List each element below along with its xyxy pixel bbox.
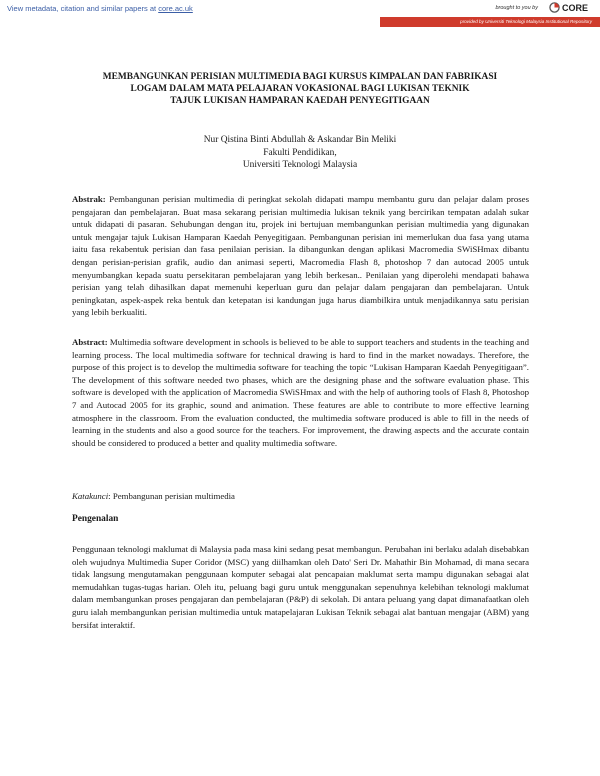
abstract-label: Abstract: (72, 337, 108, 347)
core-label: CORE (561, 2, 588, 13)
core-logo[interactable] (549, 2, 588, 13)
view-metadata-text (7, 4, 193, 13)
keywords-text: : Pembangunan perisian multimedia (108, 491, 235, 501)
keywords-line (72, 490, 529, 503)
author-university: Universiti Teknologi Malaysia (242, 160, 358, 170)
abstract-paragraph (72, 336, 529, 449)
core-banner (0, 0, 600, 28)
title-line: TAJUK LUKISAN HAMPARAN KAEDAH PENYEGITIGAAN (170, 96, 430, 106)
author-names: Nur Qistina Binti Abdullah & Askandar Bin Meliki (203, 135, 397, 145)
title-line: MEMBANGUNKAN PERISIAN MULTIMEDIA BAGI KURSUS KIMPALAN DAN FABRIKASI (102, 72, 498, 82)
intro-paragraph: Penggunaan teknologi maklumat di Malaysia pada masa kini sedang pesat membangun. Perubahan ini berlaku adalah disebabkan oleh wujudnya Multimedia Super Coridor (MSC) yang diilhamkan oleh Dato' Seri Dr. Mahathir Bin Mohamad, di mana secara tidak langsung mengutamakan penggunaan komputer sebagai alat pencapaian maklumat serta mampu digunakan sebagai alat memudahkan tugas-tugas harian. Oleh itu, peluang bagi guru untuk menggunakan sepenuhnya kelebihan teknologi maklumat dalam membangunkan proses pengajaran dan pembelajaran (P&P) di sekolah. Di antara peluang yang dapat dimanafaatkan oleh guru ialah membangunkan perisian multimedia untuk matapelajaran Lukisan Teknik sebagai alat bantuan mengajar (ABM) yang bersifat interaktif. (72, 544, 529, 630)
keywords-label: Katakunci (72, 491, 109, 501)
section-heading: Pengenalan (72, 514, 119, 524)
abstrak-text: Pembangunan perisian multimedia di peringkat sekolah didapati mampu membantu guru dan pelajar dalam proses pengajaran dan pembelajaran. Buat masa sekarang perisian multimedia lukisan teknik yang bercirikan tempatan adalah sukar untuk didapati di pasaran. Sehubungan dengan itu, projek ini bertujuan membangunkan perisian multimedia yang digunakan untuk mengajar tajuk Lukisan Hamparan Kaedah Penyegitigaan. Pembangunan perisian ini memerlukan dua fasa yang utama iaitu fasa rekabentuk perisian dan fasa penilaian perisian. Ia dibangunkan dengan aplikasi Macromedia SWiSHmax dibantu dengan perisian-perisian grafik, audio dan animasi seperti, Macromedia Flash 8, photoshop 7 dan autocad 2005 untuk menyumbangkan kepada suatu persekitaran pembelajaran yang lebih berkesan.. Penilaian yang diperolehi mendapati bahawa perisian yang telah dihasilkan dapat memenuhi keperluan guru dan pelajar dalam pengajaran dan pembelajaran. Untuk peningkatan, aspek-aspek reka bentuk dan ketepatan isi kandungan juga harus diambilkira untuk menjadikannya satu perisian yang lebih berkualiti. (72, 194, 529, 318)
core-link[interactable]: core.ac.uk (158, 4, 193, 13)
provided-by-banner: provided by Universiti Teknologi Malaysia Institutional Repository (380, 17, 600, 27)
core-icon (549, 2, 560, 13)
abstrak-paragraph (72, 193, 529, 319)
title-line: LOGAM DALAM MATA PELAJARAN VOKASIONAL BAGI LUKISAN TEKNIK (130, 84, 470, 94)
brought-to-you-text: brought to you by (495, 5, 538, 11)
abstract-text: Multimedia software development in schools is believed to be able to support teachers and students in the teaching and learning process. The local multimedia software for technical drawing is hard to find in the market nowadays. Therefore, the purpose of this project is to develop the multimedia software for teaching the topic “Lukisan Hamparan Kaedah Penyegitigaan”. The development of this software needed two phases, which are the designing phase and the software evaluation phase. This software is developed with the application of Macromedia SWiSHmax and with the help of authoring tools of Flash 8, Photoshop 7 and Autocad 2005 for its graphic, sound and animation. These features are able to contribute to more effective learning atmosphere in the classroom. From the evaluation conducted, the multimedia software produced is able to fill in the needs of learning in the students and also a good source for the teachers. For improvement, the drawing aspects and the accurate contain should be considered to produced a better and quality multimedia software. (72, 337, 529, 448)
author-faculty: Fakulti Pendidikan, (263, 147, 337, 158)
view-metadata-label: View metadata, citation and similar papers at (7, 4, 159, 13)
author-block (60, 134, 540, 172)
paper-title (60, 71, 540, 107)
abstrak-label: Abstrak: (72, 194, 106, 204)
